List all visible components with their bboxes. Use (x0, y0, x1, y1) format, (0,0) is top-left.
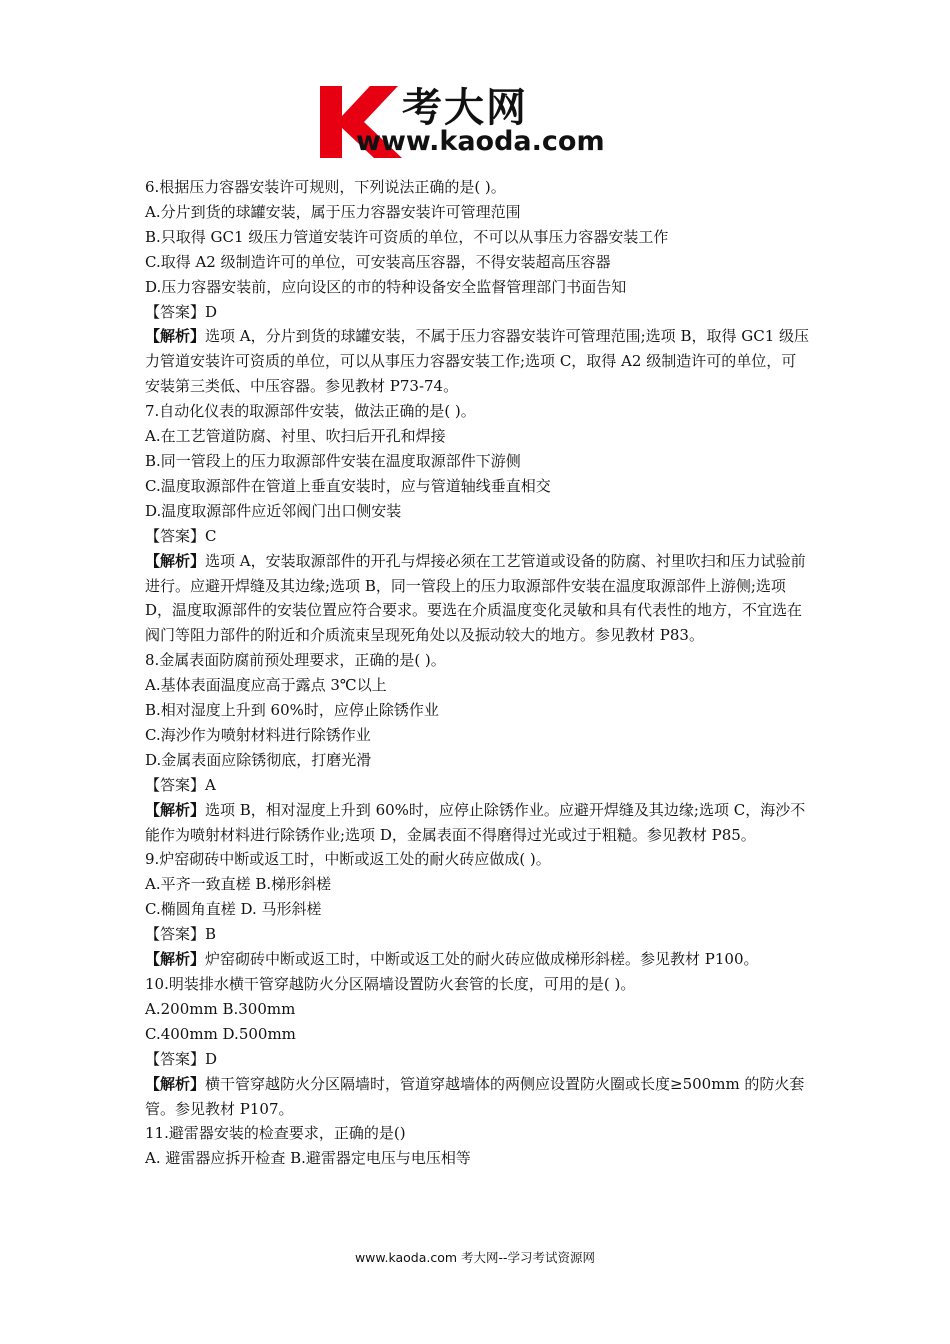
question-8-answer: 【答案】A (145, 775, 216, 794)
analysis-label: 【解析】 (145, 800, 206, 819)
question-8-option-d: D.金属表面应除锈彻底，打磨光滑 (145, 750, 372, 769)
analysis-text: 选项 B，相对湿度上升到 60%时，应停止除锈作业。应避开焊缝及其边缘;选项 C，海沙不能作为喷射材料进行除锈作业;选项 D，金属表面不得磨得过光或过于粗糙。参见教材 P85。 (145, 800, 806, 844)
question-7-stem: 7.自动化仪表的取源部件安装，做法正确的是( )。 (145, 402, 476, 421)
analysis-label: 【解析】 (145, 950, 206, 969)
analysis-text: 选项 A，分片到货的球罐安装，不属于压力容器安装许可管理范围;选项 B，取得 GC1 级压力管道安装许可资质的单位，可以从事压力容器安装工作;选项 C，取得 A2 级制造许可的单位，可安装第三类低、中压容器。参见教材 P73-74。 (145, 327, 810, 396)
question-8-stem: 8.金属表面防腐前预处理要求，正确的是( )。 (145, 651, 446, 670)
question-7-option-d: D.温度取源部件应近邻阀门出口侧安装 (145, 501, 402, 520)
question-6-stem: 6.根据压力容器安装许可规则，下列说法正确的是( )。 (145, 178, 506, 196)
document-body (145, 175, 810, 1171)
question-9-answer: 【答案】B (145, 925, 217, 944)
analysis-text: 横干管穿越防火分区隔墙时，管道穿越墙体的两侧应设置防火圈或长度≥500mm 的防火套管。参见教材 P107。 (145, 1074, 805, 1118)
question-7-analysis (145, 549, 810, 649)
question-9-stem: 9.炉窑砌砖中断或返工时，中断或返工处的耐火砖应做成( )。 (145, 850, 551, 869)
question-10-answer: 【答案】D (145, 1049, 218, 1068)
question-6-analysis (145, 324, 810, 399)
question-11-stem: 11.避雷器安装的检查要求，正确的是() (145, 1124, 406, 1143)
kaoda-logo (318, 82, 638, 162)
question-7-option-b: B.同一管段上的压力取源部件安装在温度取源部件下游侧 (145, 451, 521, 470)
question-6-option-a: A.分片到货的球罐安装，属于压力容器安装许可管理范围 (145, 202, 521, 221)
analysis-text: 选项 A，安装取源部件的开孔与焊接必须在工艺管道或设备的防腐、衬里吹扫和压力试验前进行。应避开焊缝及其边缘;选项 B，同一管段上的压力取源部件安装在温度取源部件上游侧;选项 D，温度取源部件的安装位置应符合要求。要选在介质温度变化灵敏和具有代表性的地方，不宜选在阀门等阻力部件的附近和介质流束呈现死角处以及振动较大的地方。参见教材 P83。 (145, 551, 806, 645)
question-6-answer: 【答案】D (145, 302, 218, 321)
question-10-stem: 10.明装排水横干管穿越防火分区隔墙设置防火套管的长度，可用的是( )。 (145, 975, 636, 993)
analysis-label: 【解析】 (145, 327, 206, 346)
question-7-option-a: A.在工艺管道防腐、衬里、吹扫后开孔和焊接 (145, 427, 446, 446)
question-8-analysis (145, 798, 810, 848)
question-8-option-b: B.相对湿度上升到 60%时，应停止除锈作业 (145, 701, 439, 720)
page-footer: www.kaoda.com 考大网--学习考试资源网 (354, 1250, 596, 1265)
logo-chinese-name: 考大网 (402, 85, 528, 131)
question-10-options-cd: C.400mm D.500mm (145, 1024, 296, 1043)
question-7-option-c: C.温度取源部件在管道上垂直安装时，应与管道轴线垂直相交 (145, 476, 551, 495)
question-9-analysis (145, 947, 810, 972)
question-6-option-c: C.取得 A2 级制造许可的单位，可安装高压容器，不得安装超高压容器 (145, 252, 611, 271)
question-8-option-c: C.海沙作为喷射材料进行除锈作业 (145, 725, 371, 744)
question-9-options-ab: A.平齐一致直槎 B.梯形斜槎 (145, 875, 332, 894)
analysis-label: 【解析】 (145, 551, 206, 570)
question-6-option-b: B.只取得 GC1 级压力管道安装许可资质的单位，不可以从事压力容器安装工作 (145, 227, 669, 246)
question-10-options-ab: A.200mm B.300mm (145, 999, 296, 1018)
question-6-option-d: D.压力容器安装前，应向设区的市的特种设备安全监督管理部门书面告知 (145, 277, 627, 296)
question-9-options-cd: C.椭圆角直槎 D. 马形斜槎 (145, 900, 322, 919)
question-11-options-ab: A. 避雷器应拆开检查 B.避雷器定电压与电压相等 (145, 1149, 471, 1168)
logo-url: www.kaoda.com (356, 126, 605, 157)
analysis-text: 炉窑砌砖中断或返工时，中断或返工处的耐火砖应做成梯形斜槎。参见教材 P100。 (205, 950, 759, 969)
question-10-analysis (145, 1072, 810, 1122)
question-7-answer: 【答案】C (145, 526, 217, 545)
question-8-option-a: A.基体表面温度应高于露点 3℃以上 (145, 676, 387, 695)
analysis-label: 【解析】 (145, 1074, 206, 1093)
